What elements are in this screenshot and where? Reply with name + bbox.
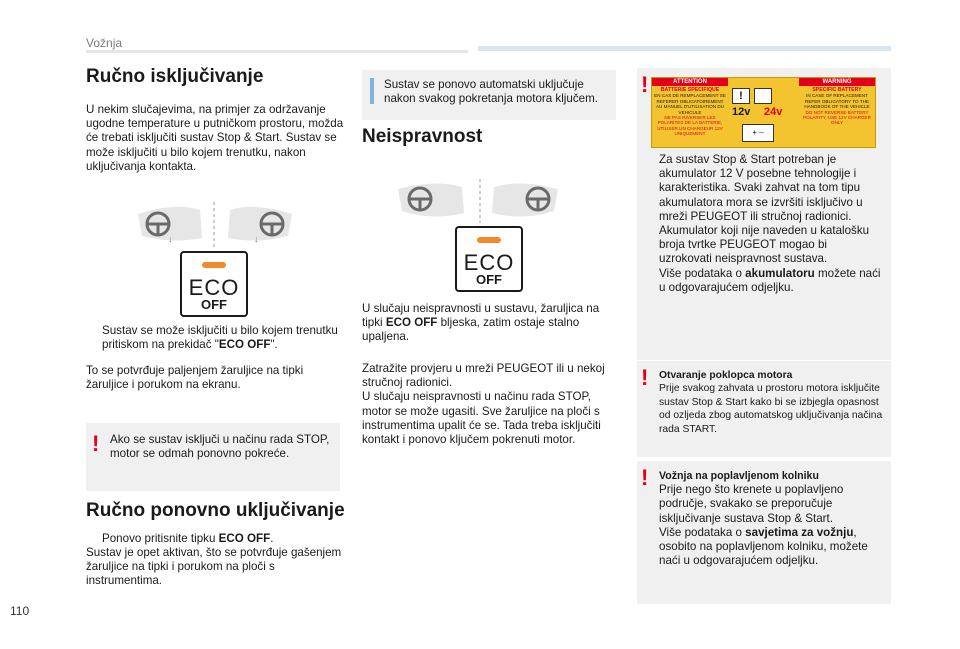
section-title-fault: Neispravnost (362, 126, 483, 147)
intro-paragraph: U nekim slučajevima, na primjer za održavanje ugodne temperature u putničkom prostoru, možda će trebati isključiti sustav Stop & Start. Sustav se može isključiti u bilo kojem trenutku, nakon uključivanja kontakta. (86, 103, 344, 173)
label-attention-header: ATTENTION (652, 78, 728, 86)
label-en-text: SPECIFIC BATTERY IN CASE OF REPLACEMENT REFER OBLIGATORY TO THE HANDBOOK OF THE VEHICLE DO NOT REVERSE BATTERY POLARITY, USE 12V CHARGER ONLY (803, 87, 871, 126)
label-24v: 24v (764, 106, 783, 118)
flood-heading: Vožnja na poplavljenom kolniku (659, 470, 819, 482)
label-warning-header: WARNING (799, 78, 875, 86)
svg-text:↓: ↓ (254, 234, 259, 244)
fault-paragraph: U slučaju neispravnosti u sustavu, žaruljica na tipki ECO OFF bljeska, zatim ostaje stalno upaljena. (362, 302, 600, 344)
label-12v: 12v (732, 106, 751, 118)
label-fr-text: BATTERIE SPECIFIQUE EN CAS DE REMPLACEMENT SE REFERER OBLIGATOIREMENT AU MANUEL D'UTILISATION DU VEHICULE NE PAS INVERSER LES POLARITES DE LA BATTERIE, UTILISER UN CHARGEUR 12V UNIQUEMENT (654, 87, 726, 137)
bullet-reactivate: Ponovo pritisnite tipku ECO OFF. (102, 532, 274, 545)
section-title-manual-on: Ručno ponovno uključivanje (86, 500, 345, 521)
warning-note-stop-mode (86, 423, 340, 491)
dashboard-illustration-1 (136, 200, 296, 250)
flooded-road-note (637, 461, 891, 604)
warning-icon: ! (641, 72, 649, 97)
warning-icon: ! (641, 365, 649, 390)
eco-off-led (477, 237, 501, 243)
battery-note-text: Za sustav Stop & Start potreban je akumulator 12 V posebne tehnologije i karakteristika. Svaki zahvat na tom tipu akumulatora mora se izvršiti isključivo u mreži PEUGEOT ili stručnoj radionici. Akumulator koji nije naveden u katalošku broja tvrtke PEUGEOT mogao bi uzrokovati neispravnost sustava. Više podataka o akumulatoru možete naći u odgovarajućem odjeljku. (659, 153, 881, 294)
eco-off-button-2[interactable] (455, 226, 523, 292)
warning-note-text: Ako se sustav isključi u načinu rada STOP, motor se odmah ponovno pokreće. (110, 433, 330, 461)
battery-warning-label (651, 77, 876, 148)
warning-icon: ! (92, 431, 100, 456)
confirm-paragraph: To se potvrđuje paljenjem žaruljice na tipki žaruljice i porukom na ekranu. (86, 364, 304, 392)
bonnet-note-text: Otvaranje poklopca motora Prije svakog zahvata u prostoru motora isključite sustav Stop & Start kako bi se izbjegla opasnost od ozljeda zbog automatskog uključivanja načina rada START. (659, 369, 887, 436)
eco-label: ECO (463, 250, 515, 275)
off-label: OFF (476, 272, 502, 287)
page-number: 110 (10, 604, 30, 618)
flooded-road-note-text: Vožnja na poplavljenom kolniku Prije nego što krenete u poplavljeno područje, svakako se preporučuje isključivanje sustava Stop & Start. Više podataka o savjetima za vožnju, osobito na poplavljenom kolniku, možete naći u odgovarajućem odjeljku. (659, 469, 887, 568)
eco-off-button-1[interactable] (180, 251, 248, 317)
bonnet-heading: Otvaranje poklopca motora (659, 370, 793, 381)
info-note-auto-restart (362, 70, 616, 120)
fault-action-paragraph: Zatražite provjeru u mreži PEUGEOT ili u nekoj stručnoj radionici. U slučaju neispravnosti u načinu rada STOP, motor se može ugasiti. Sve žaruljice na ploči s instrumentima upalit će se. Tada treba isključiti kontakt i ponovo ključem pokrenuti motor. (362, 362, 605, 447)
bullet-disable: Sustav se može isključiti u bilo kojem trenutku pritiskom na prekidač "ECO OFF". (102, 324, 338, 352)
battery-icon: + – (742, 124, 774, 142)
manual-book-icon (754, 88, 772, 104)
off-label: OFF (201, 297, 227, 312)
info-note-text: Sustav se ponovo automatski uključuje nakon svakog pokretanja motora ključem. (384, 78, 598, 106)
section-title-manual-off: Ručno isključivanje (86, 66, 264, 87)
warning-icon: ! (641, 465, 649, 490)
header-divider-right (478, 46, 891, 51)
header-divider-left (86, 50, 468, 53)
eco-off-led (202, 262, 226, 268)
section-label: Vožnja (86, 36, 123, 50)
caution-triangle-icon: ! (732, 88, 750, 104)
bonnet-note (637, 361, 891, 457)
info-icon (370, 78, 374, 104)
label-battery-graphic (730, 88, 800, 146)
dashboard-illustration-2 (396, 177, 562, 225)
reactivate-paragraph: Sustav je opet aktivan, što se potvrđuje gašenjem žaruljice na tipki i porukom na ploči s instrumentima. (86, 546, 342, 588)
eco-label: ECO (188, 275, 240, 300)
svg-text:↓: ↓ (168, 234, 173, 244)
